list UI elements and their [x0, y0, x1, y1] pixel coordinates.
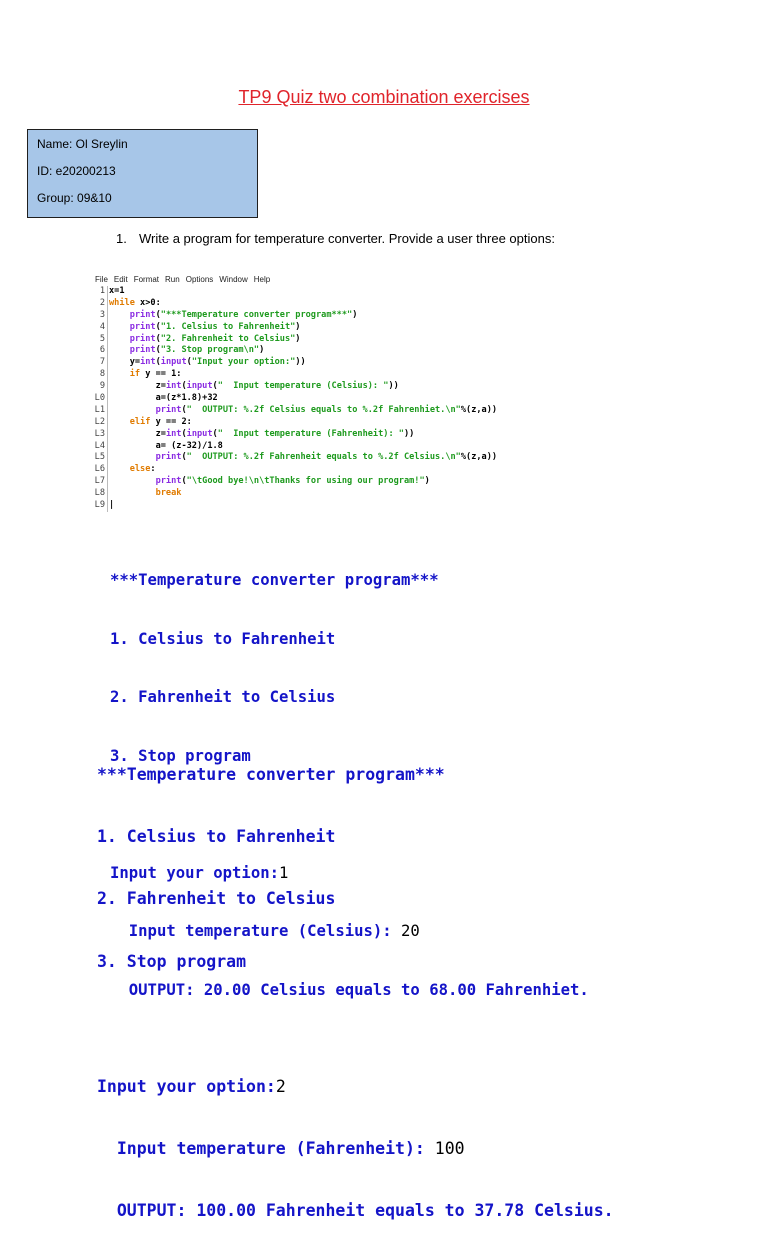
code-line: L6 else:	[94, 464, 156, 475]
code-line: 1 x=1	[93, 286, 653, 298]
code-line: 7 y=int(input("Input your option:"))	[93, 357, 653, 369]
line-number: L6	[94, 464, 105, 475]
output-temp-line	[97, 1139, 614, 1160]
student-info-box	[27, 129, 258, 218]
output-temp-prompt: Input temperature (Celsius):	[110, 922, 402, 940]
menu-format: Format	[133, 275, 160, 284]
output-temp-prompt: Input temperature (Fahrenheit):	[97, 1138, 435, 1158]
code-line: 8 if y == 1:	[93, 369, 653, 381]
code-line: 3 print("***Temperature converter program***")	[93, 310, 653, 322]
line-number: 7	[99, 357, 105, 368]
output-option-2: 2. Fahrenheit to Celsius	[97, 889, 336, 909]
output-prompt-line	[97, 1077, 614, 1098]
menu-file: File	[95, 275, 108, 284]
output-option-3: 3. Stop program	[110, 746, 251, 765]
line-number: 2	[99, 297, 105, 308]
student-group: Group: 09&10	[37, 191, 112, 205]
line-number: 6	[99, 345, 105, 356]
line-number: L0	[94, 393, 105, 404]
code-line: L4 a= (z-32)/1.8	[94, 440, 223, 451]
code-line: L2 elif y == 2:	[94, 416, 192, 427]
question-number: 1.	[116, 231, 127, 246]
code-line: L9 |	[94, 500, 115, 511]
output-header: ***Temperature converter program***	[97, 764, 445, 784]
menu-window: Window	[219, 275, 248, 284]
line-number: 3	[99, 309, 105, 320]
output-temp-value: 100	[434, 1138, 465, 1158]
output-result: OUTPUT: 100.00 Fahrenheit equals to 37.78 Celsius.	[97, 1201, 614, 1221]
editor-menubar	[93, 273, 653, 286]
line-number: L2	[94, 416, 105, 427]
blank-line	[97, 1014, 614, 1035]
output-prompt-value: 2	[275, 1076, 286, 1096]
output-temp-value: 20	[401, 922, 420, 940]
code-line: L5 print(" OUTPUT: %.2f Fahrenheit equals to %.2f Celsius.\n"%(z,a))	[94, 452, 498, 463]
line-number: L4	[94, 440, 105, 451]
line-number: 5	[99, 333, 105, 344]
menu-help: Help	[253, 275, 271, 284]
code-line: 9 z=int(input(" Input temperature (Celsius): "))	[93, 381, 653, 393]
menu-options: Options	[185, 275, 214, 284]
line-number: 4	[99, 321, 105, 332]
line-number: L7	[94, 476, 105, 487]
output-option-1: 1. Celsius to Fahrenheit	[97, 826, 336, 846]
output-option-1: 1. Celsius to Fahrenheit	[110, 629, 336, 648]
code-line: L3 z=int(input(" Input temperature (Fahrenheit): "))	[94, 428, 415, 439]
line-number: 9	[99, 381, 105, 392]
question-item	[116, 231, 555, 246]
code-line: 2 while x>0:	[93, 298, 653, 310]
output-result: OUTPUT: 20.00 Celsius equals to 68.00 Fahrenhiet.	[110, 980, 589, 999]
line-number: L1	[94, 404, 105, 415]
output-prompt: Input your option:	[97, 1076, 276, 1096]
output-prompt-value: 1	[279, 863, 289, 882]
code-area	[93, 286, 653, 512]
student-name: Name: Ol Sreylin	[37, 137, 128, 151]
line-number: 8	[99, 369, 105, 380]
output-option-3: 3. Stop program	[97, 951, 247, 971]
question-text: Write a program for temperature converter. Provide a user three options:	[139, 231, 555, 246]
line-number: L5	[94, 452, 105, 463]
menu-run: Run	[165, 275, 180, 284]
code-line: 4 print("1. Celsius to Fahrenheit")	[93, 322, 653, 334]
code-line: L7 print("\tGood bye!\n\tThanks for using our program!")	[94, 476, 430, 487]
code-line: L8 break	[94, 488, 182, 499]
shell-output-2	[97, 723, 614, 1243]
line-number: L3	[94, 428, 105, 439]
output-option-2: 2. Fahrenheit to Celsius	[110, 688, 336, 706]
code-line: L0 a=(z*1.8)+32	[94, 393, 218, 404]
code-line: 6 print("3. Stop program\n")	[93, 345, 653, 357]
line-number: 1	[99, 286, 105, 296]
page-title: TP9 Quiz two combination exercises	[238, 87, 530, 107]
line-number: L9	[94, 500, 105, 511]
code-editor-screenshot	[93, 273, 653, 513]
output-header: ***Temperature converter program***	[110, 571, 439, 589]
output-prompt: Input your option:	[110, 863, 279, 882]
code-line: 5 print("2. Fahrenheit to Celsius")	[93, 334, 653, 346]
menu-edit: Edit	[113, 275, 128, 284]
student-id: ID: e20200213	[37, 164, 116, 178]
line-number: L8	[94, 488, 105, 499]
code-line: L1 print(" OUTPUT: %.2f Celsius equals to %.2f Fahrenhiet.\n"%(z,a))	[94, 404, 498, 415]
